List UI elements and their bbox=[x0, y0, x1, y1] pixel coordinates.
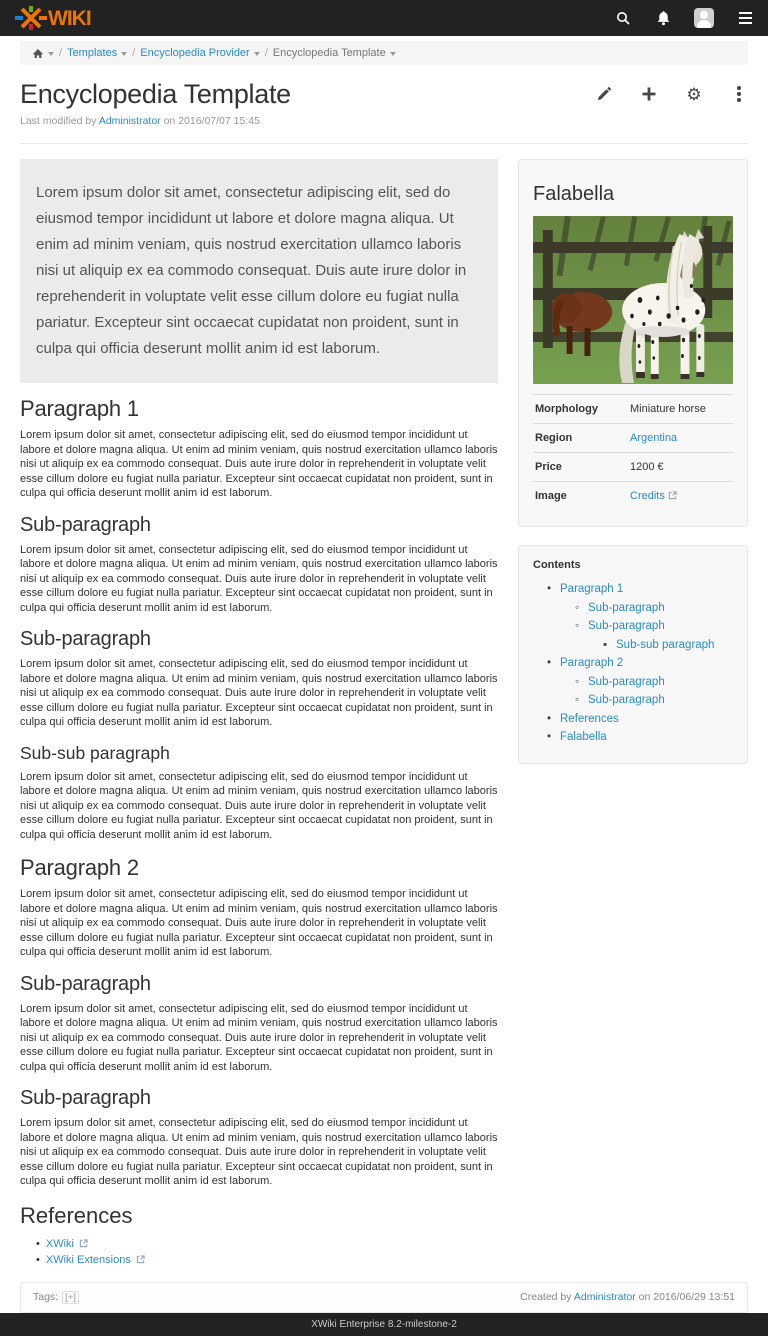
breadcrumb-item-encyclopedia-template[interactable] bbox=[273, 47, 396, 59]
section-heading: Sub-paragraph bbox=[20, 1087, 151, 1109]
toc-item[interactable] bbox=[533, 654, 733, 673]
toc-item[interactable] bbox=[533, 728, 733, 747]
toc-item[interactable] bbox=[533, 691, 733, 710]
falabella-horse-image bbox=[533, 216, 733, 384]
search-icon[interactable] bbox=[614, 9, 632, 27]
infobox-row bbox=[533, 423, 733, 452]
toc-bullet: • bbox=[546, 657, 552, 669]
reference-item bbox=[20, 1236, 498, 1252]
title-row bbox=[0, 65, 768, 110]
list-bullet-icon: • bbox=[36, 1237, 40, 1250]
references-section bbox=[20, 1203, 498, 1268]
toc-bullet: ◦ bbox=[574, 620, 580, 632]
reference-link[interactable]: XWiki Extensions bbox=[46, 1252, 145, 1268]
bell-icon[interactable] bbox=[654, 9, 672, 27]
infobox-row-value[interactable]: Credits bbox=[630, 490, 731, 502]
content-section bbox=[20, 396, 498, 501]
infobox-row-label: Image bbox=[535, 490, 567, 502]
content-section bbox=[20, 514, 498, 616]
toc-link[interactable]: Paragraph 1 bbox=[560, 583, 624, 595]
content-section bbox=[20, 973, 498, 1075]
section-heading: Sub-paragraph bbox=[20, 628, 151, 650]
navbar-icons bbox=[614, 8, 754, 28]
external-link-icon bbox=[79, 1239, 88, 1248]
toc-item[interactable] bbox=[533, 710, 733, 729]
infobox-row-value: Miniature horse bbox=[630, 403, 706, 415]
toc-bullet: ◦ bbox=[574, 601, 580, 614]
section-body: Lorem ipsum dolor sit amet, consectetur adipiscing elit, sed do eiusmod tempor incididunt ut labore et dolore magna aliqua. Ut enim ad minim veniam, quis nostrud exercitation ullamco laboris nisi ut aliquip ex ea commodo consequat. Duis aute irure dolor in reprehenderit in voluptate velit esse cillum dolore eu fugiat nulla pariatur. Excepteur sint occaecat cupidatat non proident, sunt in culpa qui officia deserunt mollit anim id est laborum. bbox=[20, 658, 498, 728]
version-text: XWiki Enterprise 8.2-milestone-2 bbox=[311, 1318, 457, 1330]
toc-item[interactable] bbox=[533, 599, 733, 618]
xwiki-logo-icon bbox=[14, 5, 48, 31]
breadcrumb bbox=[20, 41, 748, 65]
content-section bbox=[20, 855, 498, 960]
toc-item[interactable] bbox=[533, 580, 733, 599]
toc-link[interactable]: Sub-paragraph bbox=[588, 694, 665, 706]
toc-item[interactable] bbox=[533, 636, 733, 655]
infobox-row-value[interactable]: Argentina bbox=[630, 432, 678, 444]
infobox-row-label: Price bbox=[535, 461, 562, 473]
chevron-down-icon bbox=[48, 52, 54, 56]
section-body: Lorem ipsum dolor sit amet, consectetur adipiscing elit, sed do eiusmod tempor incididunt ut labore et dolore magna aliqua. Ut enim ad minim veniam, quis nostrud exercitation ullamco laboris nisi ut aliquip ex ea commodo consequat. Duis aute irure dolor in reprehenderit in voluptate velit esse cillum dolore eu fugiat nulla pariatur. Excepteur sint occaecat cupidatat non proident, sunt in culpa qui officia deserunt mollit anim id est laborum. bbox=[20, 770, 498, 841]
breadcrumb-link[interactable]: Templates bbox=[67, 47, 118, 59]
created-line bbox=[520, 1291, 735, 1303]
document-footer bbox=[20, 1282, 748, 1313]
avatar-shoulders-shape bbox=[697, 20, 711, 28]
section-body: Lorem ipsum dolor sit amet, consectetur adipiscing elit, sed do eiusmod tempor incididunt ut labore et dolore magna aliqua. Ut enim ad minim veniam, quis nostrud exercitation ullamco laboris nisi ut aliquip ex ea commodo consequat. Duis aute irure dolor in reprehenderit in voluptate velit esse cillum dolore eu fugiat nulla pariatur. Excepteur sint occaecat cupidatat non proident, sunt in culpa qui officia deserunt mollit anim id est laborum. bbox=[20, 429, 498, 499]
edit-pencil-icon[interactable] bbox=[595, 85, 613, 103]
created-prefix: Created by bbox=[520, 1291, 572, 1303]
toc-bullet: ◦ bbox=[574, 694, 580, 706]
toc-link[interactable]: Sub-paragraph bbox=[588, 620, 665, 632]
toc-link[interactable]: Paragraph 2 bbox=[560, 657, 624, 669]
section-body: Lorem ipsum dolor sit amet, consectetur adipiscing elit, sed do eiusmod tempor incididunt ut labore et dolore magna aliqua. Ut enim ad minim veniam, quis nostrud exercitation ullamco laboris nisi ut aliquip ex ea commodo consequat. Duis aute irure dolor in reprehenderit in voluptate velit esse cillum dolore eu fugiat nulla pariatur. Excepteur sint occaecat cupidatat non proident, sunt in culpa qui officia deserunt mollit anim id est laborum. bbox=[20, 1117, 498, 1187]
content-section bbox=[20, 628, 498, 730]
content-columns bbox=[0, 144, 768, 1268]
page-actions bbox=[595, 79, 748, 103]
section-heading: Sub-paragraph bbox=[20, 972, 151, 995]
reference-item bbox=[20, 1252, 498, 1268]
chevron-down-icon[interactable] bbox=[121, 52, 127, 56]
home-icon bbox=[32, 48, 44, 59]
contents-list bbox=[533, 580, 733, 747]
avatar-head-shape bbox=[700, 11, 708, 19]
breadcrumb-separator: / bbox=[132, 47, 136, 59]
infobox-row-value: 1200 € bbox=[630, 461, 664, 473]
contents-title: Contents bbox=[533, 559, 581, 571]
reference-link[interactable]: XWiki bbox=[46, 1236, 88, 1252]
modified-prefix: Last modified by bbox=[20, 115, 97, 127]
breadcrumb-item-templates[interactable] bbox=[67, 47, 127, 59]
chevron-down-icon[interactable] bbox=[254, 52, 260, 56]
xwiki-logo-word: WIKI bbox=[48, 6, 91, 30]
contents-panel bbox=[518, 545, 748, 764]
section-heading: Sub-sub paragraph bbox=[20, 742, 170, 763]
menu-icon[interactable] bbox=[736, 9, 754, 27]
content-section bbox=[20, 743, 498, 843]
section-heading: Paragraph 1 bbox=[20, 396, 139, 421]
section-body: Lorem ipsum dolor sit amet, consectetur adipiscing elit, sed do eiusmod tempor incididunt ut labore et dolore magna aliqua. Ut enim ad minim veniam, quis nostrud exercitation ullamco laboris nisi ut aliquip ex ea commodo consequat. Duis aute irure dolor in reprehenderit in voluptate velit esse cillum dolore eu fugiat nulla pariatur. Excepteur sint occaecat cupidatat non proident, sunt in culpa qui officia deserunt mollit anim id est laborum. bbox=[20, 543, 498, 614]
external-link-icon bbox=[668, 491, 677, 500]
toc-link[interactable]: Sub-paragraph bbox=[588, 675, 665, 688]
settings-gear-icon[interactable]: ⚙ bbox=[686, 84, 702, 104]
toc-bullet: ◦ bbox=[574, 675, 580, 688]
toc-link[interactable]: References bbox=[560, 712, 619, 725]
sidebar bbox=[518, 159, 748, 764]
toc-link[interactable]: Falabella bbox=[560, 731, 607, 743]
page-title: Encyclopedia Template bbox=[20, 79, 291, 109]
xwiki-logo[interactable] bbox=[14, 5, 91, 31]
infobox-title: Falabella bbox=[533, 183, 615, 205]
last-modified-line bbox=[0, 110, 768, 127]
more-kebab-icon[interactable] bbox=[730, 85, 748, 103]
modified-suffix: on 2016/07/07 15:45 bbox=[163, 115, 260, 127]
breadcrumb-separator: / bbox=[264, 47, 268, 59]
infobox-row bbox=[533, 394, 733, 423]
section-heading: Sub-paragraph bbox=[20, 513, 151, 536]
intro-summary-box: Lorem ipsum dolor sit amet, consectetur adipiscing elit, sed do eiusmod tempor incididunt ut labore et dolore magna aliqua. Ut enim ad minim veniam, quis nostrud exercitation ullamco laboris nisi ut aliquip ex ea commodo consequat. Duis aute irure dolor in reprehenderit in voluptate velit esse cillum dolore eu fugiat nulla pariatur. Excepteur sint occaecat cupidatat non proident, sunt in culpa qui officia deserunt mollit anim id est laborum. bbox=[20, 159, 498, 383]
main-content bbox=[20, 159, 498, 1268]
list-bullet-icon: • bbox=[36, 1253, 40, 1266]
add-plus-icon[interactable] bbox=[640, 85, 658, 103]
section-body: Lorem ipsum dolor sit amet, consectetur adipiscing elit, sed do eiusmod tempor incididunt ut labore et dolore magna aliqua. Ut enim ad minim veniam, quis nostrud exercitation ullamco laboris nisi ut aliquip ex ea commodo consequat. Duis aute irure dolor in reprehenderit in voluptate velit esse cillum dolore eu fugiat nulla pariatur. Excepteur sint occaecat cupidatat non proident, sunt in culpa qui officia deserunt mollit anim id est laborum. bbox=[20, 1002, 498, 1073]
infobox-row bbox=[533, 481, 733, 510]
add-tag-button[interactable]: [+] bbox=[62, 1291, 79, 1304]
toc-bullet: • bbox=[546, 583, 552, 595]
toc-bullet: ▪ bbox=[602, 638, 608, 651]
infobox-row-label: Region bbox=[535, 432, 573, 444]
toc-bullet: • bbox=[546, 712, 552, 725]
breadcrumb-current: Encyclopedia Template bbox=[272, 47, 386, 59]
version-bar bbox=[0, 1313, 768, 1336]
content-section bbox=[20, 1087, 498, 1189]
breadcrumb-home[interactable] bbox=[32, 48, 54, 59]
toc-item[interactable] bbox=[533, 617, 733, 636]
tags-area bbox=[33, 1291, 79, 1304]
infobox-panel bbox=[518, 159, 748, 527]
sections-container bbox=[20, 396, 498, 1189]
created-user-link[interactable]: Administrator bbox=[573, 1291, 636, 1303]
toc-link[interactable]: Sub-paragraph bbox=[588, 601, 665, 614]
section-body: Lorem ipsum dolor sit amet, consectetur adipiscing elit, sed do eiusmod tempor incididunt ut labore et dolore magna aliqua. Ut enim ad minim veniam, quis nostrud exercitation ullamco laboris nisi ut aliquip ex ea commodo consequat. Duis aute irure dolor in reprehenderit in voluptate velit esse cillum dolore eu fugiat nulla pariatur. Excepteur sint occaecat cupidatat non proident, sunt in culpa qui officia deserunt mollit anim id est laborum. bbox=[20, 888, 498, 958]
top-navbar bbox=[0, 0, 768, 36]
references-list bbox=[20, 1236, 498, 1268]
breadcrumb-link[interactable]: Encyclopedia Provider bbox=[140, 47, 250, 59]
section-heading: Paragraph 2 bbox=[20, 855, 139, 880]
infobox-row-label: Morphology bbox=[535, 403, 598, 415]
toc-item[interactable] bbox=[533, 673, 733, 692]
breadcrumb-separator: / bbox=[59, 47, 63, 59]
created-suffix: on 2016/06/29 13:51 bbox=[638, 1291, 735, 1303]
toc-link[interactable]: Sub-sub paragraph bbox=[616, 638, 715, 651]
breadcrumb-item-encyclopedia-provider[interactable] bbox=[140, 47, 259, 59]
user-avatar[interactable] bbox=[694, 8, 714, 28]
toc-bullet: • bbox=[546, 731, 552, 743]
infobox-row bbox=[533, 452, 733, 481]
infobox-table bbox=[533, 394, 733, 510]
tags-label: Tags: bbox=[33, 1291, 59, 1303]
external-link-icon bbox=[136, 1255, 145, 1264]
modified-user-link[interactable]: Administrator bbox=[98, 115, 161, 127]
chevron-down-icon[interactable] bbox=[390, 52, 396, 56]
references-heading: References bbox=[20, 1202, 133, 1228]
